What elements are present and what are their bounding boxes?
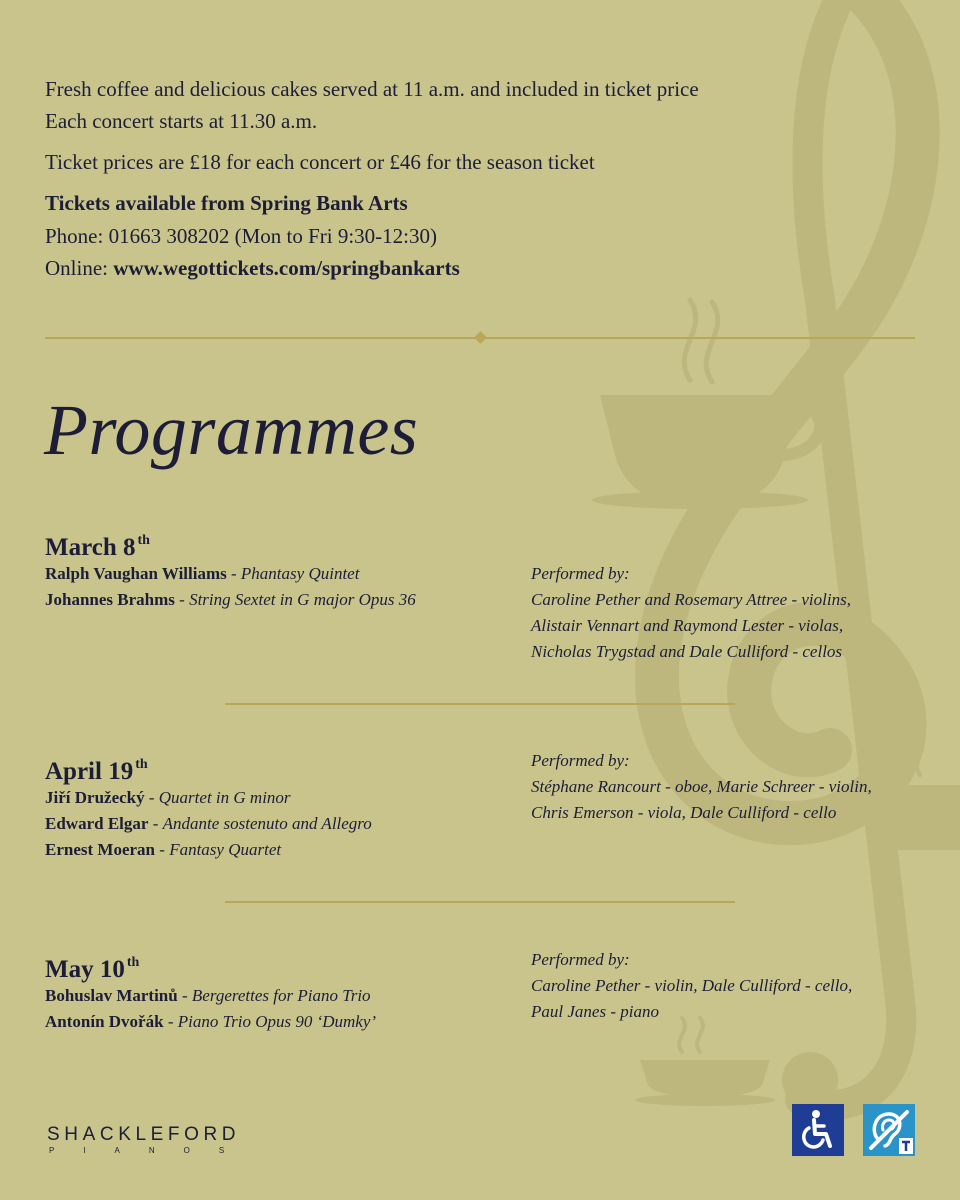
concert-divider xyxy=(225,901,735,903)
composer: Johannes Brahms xyxy=(45,590,175,609)
wheelchair-icon xyxy=(792,1104,844,1156)
work-title: Quartet in G minor xyxy=(158,788,291,807)
info-start-time: Each concert starts at 11.30 a.m. xyxy=(45,109,318,133)
date-suffix: th xyxy=(135,757,148,772)
separator: - xyxy=(177,986,192,1005)
piece-row xyxy=(45,837,281,863)
piece-row xyxy=(45,561,359,587)
logo-wordmark: SHACKLEFORD xyxy=(47,1124,241,1145)
date-text: April 19 xyxy=(45,758,134,785)
performed-by-label: Performed by: xyxy=(531,751,630,770)
ear-icon xyxy=(863,1104,915,1156)
date-text: March 8 xyxy=(45,534,136,561)
coffee-cup-watermark-bottom xyxy=(635,1060,775,1106)
piece-row xyxy=(45,785,291,811)
info-phone: Phone: 01663 308202 (Mon to Fri 9:30-12:30) xyxy=(45,224,437,248)
online-label: Online: xyxy=(45,256,114,280)
date-text: May 10 xyxy=(45,956,125,983)
separator: - xyxy=(226,564,241,583)
online-url-link[interactable]: www.wegottickets.com/springbankarts xyxy=(113,256,460,280)
performer-line: Caroline Pether and Rosemary Attree - violins, xyxy=(531,590,851,609)
piece-row xyxy=(45,1009,376,1035)
coffee-cup-watermark-small xyxy=(878,785,960,850)
work-title: Bergerettes for Piano Trio xyxy=(191,986,371,1005)
piece-row xyxy=(45,811,372,837)
performer-line: Paul Janes - piano xyxy=(531,1002,659,1021)
performed-by-label: Performed by: xyxy=(531,950,630,969)
performer-line: Alistair Vennart and Raymond Lester - violas, xyxy=(531,616,844,635)
performer-line: Chris Emerson - viola, Dale Culliford - cello xyxy=(531,803,837,822)
shackleford-pianos-logo xyxy=(47,1124,253,1156)
date-suffix: th xyxy=(137,533,150,548)
tickets-heading: Tickets available from Spring Bank Arts xyxy=(45,191,408,215)
logo-subtitle: PIANOS xyxy=(49,1146,254,1155)
separator: - xyxy=(155,840,170,859)
composer: Ralph Vaughan Williams xyxy=(45,564,227,583)
composer: Edward Elgar xyxy=(45,814,149,833)
date-suffix: th xyxy=(126,955,140,970)
info-online xyxy=(45,255,460,281)
piece-row xyxy=(45,587,416,613)
piece-row xyxy=(45,983,371,1009)
coffee-cup-watermark-large xyxy=(592,395,820,509)
concert-date-march xyxy=(45,526,150,563)
composer: Antonín Dvořák xyxy=(45,1012,164,1031)
hearing-loop-icon xyxy=(863,1104,915,1156)
separator: - xyxy=(144,788,159,807)
separator: - xyxy=(148,814,163,833)
performer-line: Caroline Pether - violin, Dale Culliford - cello, xyxy=(531,976,853,995)
info-ticket-prices: Ticket prices are £18 for each concert or £46 for the season ticket xyxy=(45,150,595,174)
work-title: String Sextet in G major Opus 36 xyxy=(189,590,416,609)
programmes-title: Programmes xyxy=(44,390,419,470)
separator: - xyxy=(163,1012,178,1031)
separator: - xyxy=(174,590,190,609)
composer: Jiří Družecký xyxy=(45,788,145,807)
work-title: Fantasy Quartet xyxy=(169,840,282,859)
work-title: Phantasy Quintet xyxy=(240,564,360,583)
concert-divider xyxy=(225,703,735,705)
wheelchair-accessible-icon xyxy=(792,1104,844,1156)
work-title: Piano Trio Opus 90 ‘Dumky’ xyxy=(177,1012,377,1031)
concert-date-may xyxy=(45,948,139,985)
composer: Ernest Moeran xyxy=(45,840,156,859)
performed-by-label: Performed by: xyxy=(531,564,630,583)
info-coffee-line: Fresh coffee and delicious cakes served at 11 a.m. and included in ticket price xyxy=(45,77,699,101)
work-title: Andante sostenuto and Allegro xyxy=(162,814,372,833)
concert-date-april xyxy=(45,750,148,787)
composer: Bohuslav Martinů xyxy=(45,986,178,1005)
performer-line: Nicholas Trygstad and Dale Culliford - cellos xyxy=(531,642,843,661)
performer-line: Stéphane Rancourt - oboe, Marie Schreer - violin, xyxy=(531,777,872,796)
